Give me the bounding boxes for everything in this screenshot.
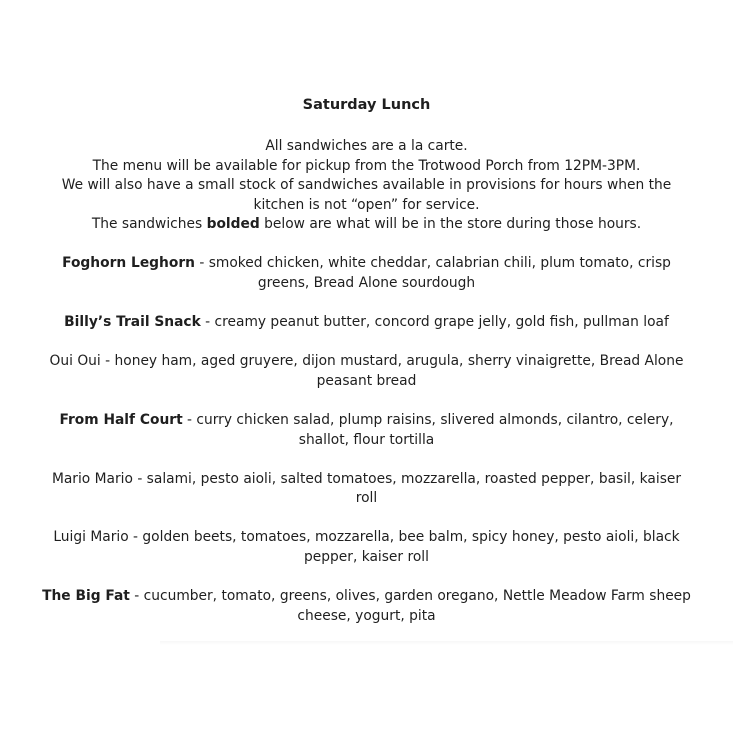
menu-item-name: Billy’s Trail Snack xyxy=(64,314,201,331)
menu-item-billys-trail-snack xyxy=(40,313,693,333)
intro-line-pickup: The menu will be available for pickup from the Trotwood Porch from 12PM-3PM. xyxy=(92,157,641,174)
menu-item-name: The Big Fat xyxy=(42,588,130,604)
menu-item-luigi-mario xyxy=(40,528,693,567)
intro-line-a-la-carte: All sandwiches are a la carte. xyxy=(265,138,468,154)
intro-notes xyxy=(40,137,693,235)
menu-item-foghorn-leghorn xyxy=(40,254,693,293)
menu-item-oui-oui xyxy=(40,352,693,391)
menu-item-description: - smoked chicken, white cheddar, calabrian chili, plum tomato, crisp greens, Bread Alone sourdough xyxy=(194,255,671,292)
menu-item-name: Foghorn Leghorn xyxy=(62,255,195,272)
menu-item-from-half-court xyxy=(40,411,693,450)
menu-document xyxy=(40,95,693,646)
menu-item-mario-mario xyxy=(40,470,693,509)
menu-item-description: - creamy peanut butter, concord grape jelly, gold fish, pullman loaf xyxy=(200,314,669,331)
menu-item-name: Mario Mario xyxy=(51,470,133,487)
menu-item-the-big-fat xyxy=(30,587,703,626)
intro-note-after: below are what will be in the store during those hours. xyxy=(259,216,642,233)
menu-item-description: - curry chicken salad, plump raisins, slivered almonds, cilantro, celery, shallot, flour tortilla xyxy=(182,411,674,448)
menu-item-description: - salami, pesto aioli, salted tomatoes, mozzarella, roasted pepper, basil, kaiser roll xyxy=(132,470,682,507)
menu-item-name: Luigi Mario xyxy=(53,529,129,546)
intro-note-before: The sandwiches xyxy=(91,216,207,233)
menu-item-description: - cucumber, tomato, greens, olives, garden oregano, Nettle Meadow Farm sheep cheese, yogurt, pita xyxy=(129,588,691,624)
page-title: Saturday Lunch xyxy=(302,97,431,113)
intro-line-bolded-note xyxy=(40,215,693,235)
menu-item-description: - honey ham, aged gruyere, dijon mustard, arugula, sherry vinaigrette, Bread Alone peasant bread xyxy=(100,353,684,389)
intro-line-provisions: We will also have a small stock of sandwiches available in provisions for hours when the kitchen is not “open” for service. xyxy=(61,177,672,213)
menu-item-name: From Half Court xyxy=(59,411,183,428)
menu-item-description: - golden beets, tomatoes, mozzarella, bee balm, spicy honey, pesto aioli, black pepper, kaiser roll xyxy=(128,529,680,565)
intro-note-bolded-word: bolded xyxy=(206,216,260,233)
menu-item-name: Oui Oui xyxy=(49,353,101,370)
